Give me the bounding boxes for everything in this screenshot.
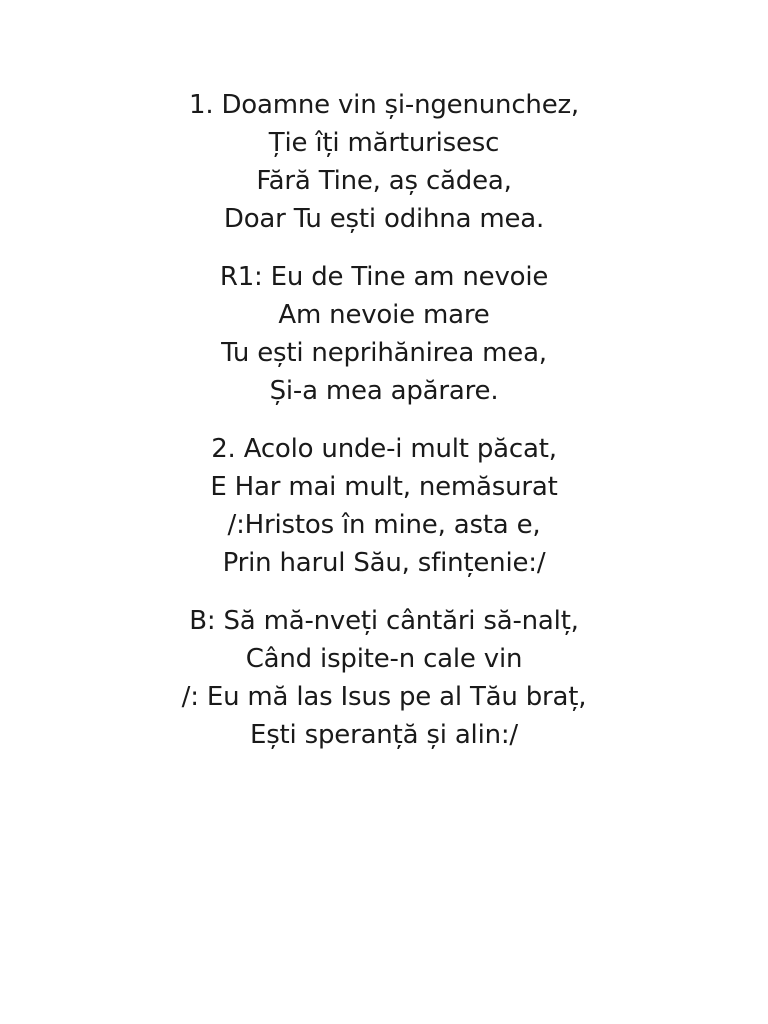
- stanza-verse-2: [0, 430, 768, 582]
- lyric-line: /: Eu mă las Isus pe al Tău braț,: [181, 682, 587, 712]
- stanza-refrain-1: [0, 258, 768, 410]
- lyric-line: Am nevoie mare: [278, 300, 490, 330]
- stanza-verse-1: [0, 86, 768, 238]
- lyric-line: Când ispite-n cale vin: [245, 644, 523, 674]
- lyric-line: B: Să mă-nveți cântări să-nalț,: [189, 606, 579, 636]
- lyric-line: Fără Tine, aș cădea,: [256, 166, 512, 196]
- lyric-line: Doar Tu ești odihna mea.: [223, 204, 545, 234]
- lyric-line: 1. Doamne vin și-ngenunchez,: [189, 90, 579, 120]
- lyric-line: Ești speranță și alin:/: [249, 720, 518, 750]
- lyric-line: Și-a mea apărare.: [269, 376, 499, 406]
- lyric-line: E Har mai mult, nemăsurat: [210, 472, 558, 502]
- stanza-bridge: [0, 602, 768, 754]
- lyric-line: R1: Eu de Tine am nevoie: [219, 262, 549, 292]
- lyrics-page: [0, 86, 768, 774]
- lyric-line: 2. Acolo unde-i mult păcat,: [211, 434, 557, 464]
- lyric-line: Tu ești neprihănirea mea,: [221, 338, 547, 368]
- lyric-line: /:Hristos în mine, asta e,: [227, 510, 541, 540]
- lyric-line: Prin harul Său, sfințenie:/: [222, 548, 546, 578]
- lyric-line: Ție îți mărturisesc: [268, 128, 500, 158]
